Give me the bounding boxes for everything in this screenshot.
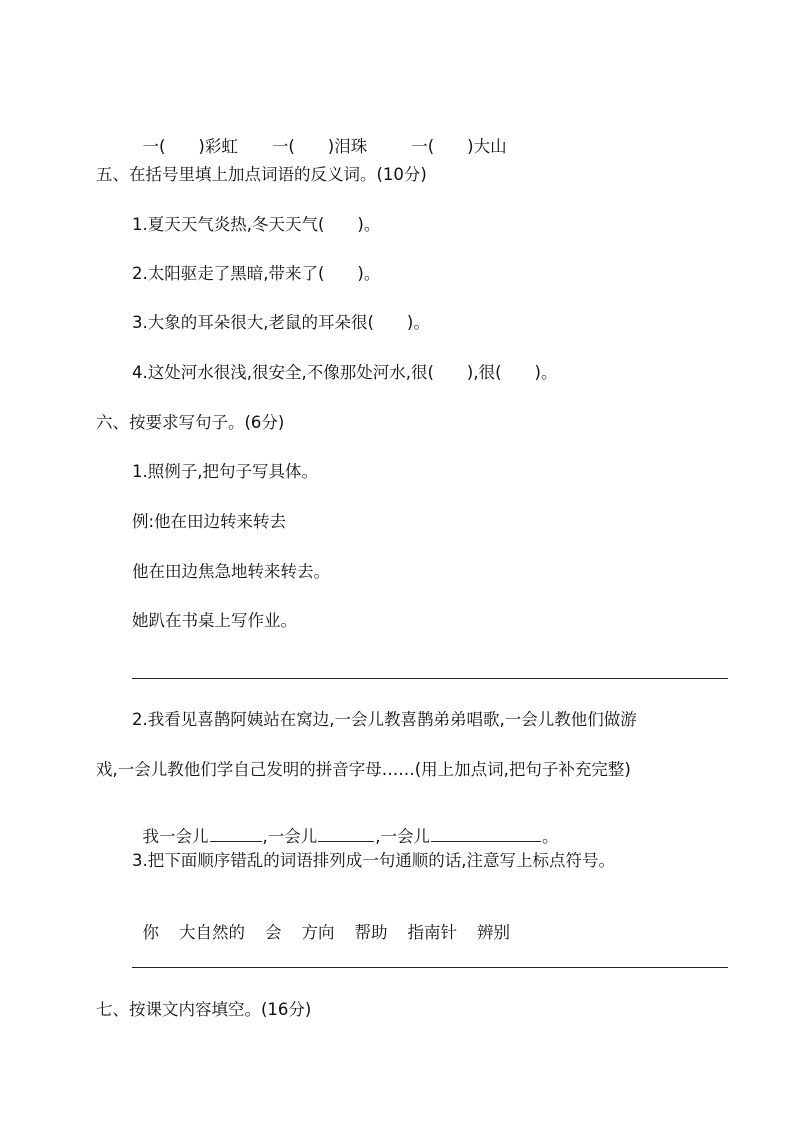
section5-question-3: 3.大象的耳朵很大,老鼠的耳朵很( )。	[132, 313, 430, 332]
section6-heading: 六、按要求写句子。(6分)	[96, 413, 285, 432]
measure-item-mountain: 一( )大山	[411, 137, 507, 156]
fill-text-1: 我一会儿	[142, 827, 209, 846]
fill-blank-3[interactable]	[431, 823, 541, 842]
scrambled-word: 会	[265, 923, 282, 942]
scrambled-word: 你	[142, 923, 159, 942]
section6-q1-example: 例:他在田边转来转去	[132, 512, 287, 531]
scrambled-word: 辨别	[477, 923, 510, 942]
section5-question-2: 2.太阳驱走了黑暗,带来了( )。	[132, 264, 381, 283]
section6-q1-example-answer: 他在田边焦急地转来转去。	[132, 562, 330, 581]
scrambled-word: 方向	[301, 923, 335, 942]
answer-line-q3[interactable]	[132, 967, 728, 968]
scrambled-words-row	[132, 900, 530, 944]
section5-question-1: 1.夏天天气炎热,冬天天气( )。	[132, 215, 381, 234]
fill-text-3: ,一会儿	[375, 827, 430, 846]
scrambled-word: 大自然的	[179, 923, 245, 942]
section6-q1-title: 1.照例子,把句子写具体。	[132, 462, 318, 481]
fill-text-end: 。	[542, 827, 559, 846]
section5-question-4: 4.这处河水很浅,很安全,不像那处河水,很( ),很( )。	[132, 363, 558, 382]
section6-q2-line2: 戏,一会儿教他们学自己发明的拼音字母……(用上加点词,把句子补充完整)	[96, 760, 631, 779]
section5-heading: 五、在括号里填上加点词语的反义词。(10分)	[96, 165, 427, 184]
measure-item-tears: 一( )泪珠	[271, 137, 368, 156]
scrambled-word: 指南针	[407, 923, 457, 942]
measure-word-row	[132, 114, 507, 158]
answer-line-q1[interactable]	[132, 678, 728, 679]
scrambled-word: 帮助	[354, 923, 388, 942]
section6-q3-title: 3.把下面顺序错乱的词语排列成一句通顺的话,注意写上标点符号。	[132, 851, 615, 870]
fill-text-2: ,一会儿	[262, 827, 318, 846]
fill-blank-1[interactable]	[210, 823, 262, 842]
section6-q2-line1: 2.我看见喜鹊阿姨站在窝边,一会儿教喜鹊弟弟唱歌,一会儿教他们做游	[132, 710, 637, 729]
measure-item-rainbow: 一( )彩虹	[142, 137, 238, 156]
fill-blank-2[interactable]	[318, 823, 374, 842]
section7-heading: 七、按课文内容填空。(16分)	[96, 1000, 312, 1019]
section6-q2-fill-row	[132, 801, 559, 848]
section6-q1-prompt: 她趴在书桌上写作业。	[132, 611, 297, 630]
